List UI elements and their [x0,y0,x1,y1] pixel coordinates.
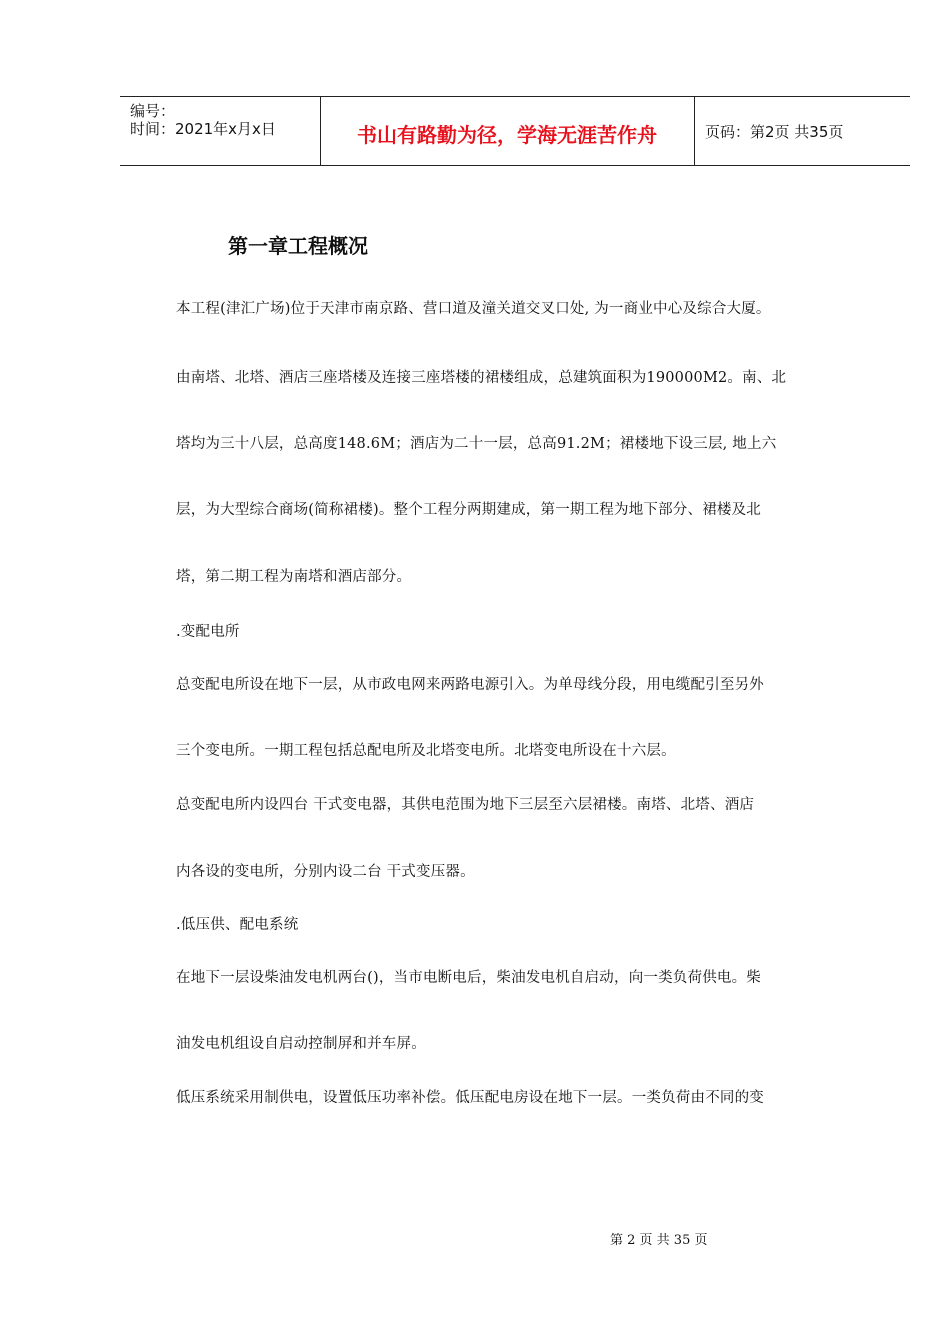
motto-text: 书山有路勤为径，学海无涯苦作舟 [357,123,657,147]
header-meta-cell [120,97,321,165]
document-time-label: 时间：2021年x月x日 [130,120,276,138]
paragraph-line: 塔均为三十八层，总高度148.6M；酒店为二十一层，总高91.2M；裙楼地下设三层, 地上六 [176,436,777,452]
page-info: 页码：第2页 共35页 [705,123,844,141]
paragraph-line: 总变配电所内设四台 干式变电器，其供电范围为地下三层至六层裙楼。南塔、北塔、酒店 [176,797,755,813]
chapter-title: 第一章工程概况 [228,234,368,258]
paragraph-line: 低压系统采用制供电，设置低压功率补偿。低压配电房设在地下一层。一类负荷由不同的变 [176,1090,764,1106]
paragraph-line: 油发电机组设自启动控制屏和并车屏。 [176,1036,426,1052]
paragraph-line: 总变配电所设在地下一层，从市政电网来两路电源引入。为单母线分段，用电缆配引至另外 [176,677,764,693]
paragraph-line: 本工程(津汇广场)位于天津市南京路、营口道及潼关道交叉口处, 为一商业中心及综合大厦。 [176,301,771,317]
paragraph-line: 在地下一层设柴油发电机两台()，当市电断电后，柴油发电机自启动，向一类负荷供电。柴 [176,970,762,986]
header-page-cell [695,97,910,165]
paragraph-line: 层，为大型综合商场(简称裙楼)。整个工程分两期建成，第一期工程为地下部分、裙楼及北 [176,502,762,518]
section-heading: .低压供、配电系统 [176,917,299,933]
header-motto-cell [320,97,695,165]
paragraph-line: 内各设的变电所，分别内设二台 干式变压器。 [176,864,475,880]
section-heading: .变配电所 [176,624,240,640]
paragraph-line: 塔，第二期工程为南塔和酒店部分。 [176,569,412,585]
paragraph-line: 三个变电所。一期工程包括总配电所及北塔变电所。北塔变电所设在十六层。 [176,743,676,759]
header-table [120,96,910,166]
document-number-label: 编号： [130,102,176,120]
paragraph-line: 由南塔、北塔、酒店三座塔楼及连接三座塔楼的裙楼组成，总建筑面积为190000M2。南、北 [176,370,787,386]
page-footer: 第 2 页 共 35 页 [610,1233,708,1248]
